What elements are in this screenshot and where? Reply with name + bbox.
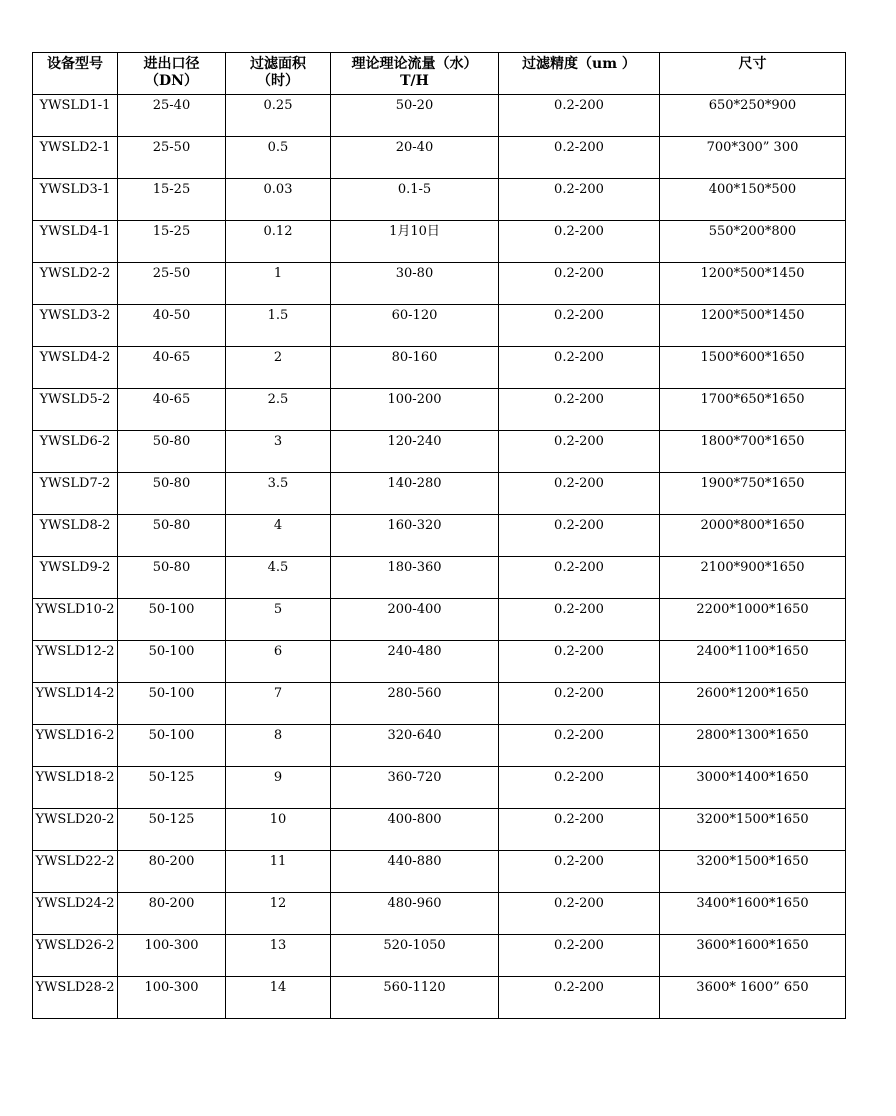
model-cell: YWSLD8-2: [33, 515, 118, 557]
flow-cell: 320-640: [331, 725, 499, 767]
table-row: [33, 641, 846, 683]
model-cell: YWSLD3-2: [33, 305, 118, 347]
dimensions-cell: 3400*1600*1650: [660, 893, 846, 935]
model-cell: YWSLD2-1: [33, 137, 118, 179]
table-row: [33, 305, 846, 347]
diameter-cell: 50-80: [118, 473, 226, 515]
area-cell: 1: [226, 263, 331, 305]
diameter-cell: 80-200: [118, 851, 226, 893]
area-cell: 0.25: [226, 95, 331, 137]
precision-cell: 0.2-200: [499, 767, 660, 809]
model-cell: YWSLD14-2: [33, 683, 118, 725]
diameter-cell: 80-200: [118, 893, 226, 935]
table-row: [33, 977, 846, 1019]
flow-cell: 1月10日: [331, 221, 499, 263]
dimensions-cell: 3200*1500*1650: [660, 809, 846, 851]
area-cell: 1.5: [226, 305, 331, 347]
precision-cell: 0.2-200: [499, 137, 660, 179]
flow-cell: 180-360: [331, 557, 499, 599]
dimensions-cell: 1200*500*1450: [660, 263, 846, 305]
flow-cell: 30-80: [331, 263, 499, 305]
diameter-cell: 50-125: [118, 767, 226, 809]
dimensions-cell: 2600*1200*1650: [660, 683, 846, 725]
table-row: [33, 893, 846, 935]
precision-cell: 0.2-200: [499, 347, 660, 389]
diameter-cell: 50-100: [118, 641, 226, 683]
dimensions-cell: 550*200*800: [660, 221, 846, 263]
area-cell: 9: [226, 767, 331, 809]
table-row: [33, 137, 846, 179]
precision-cell: 0.2-200: [499, 809, 660, 851]
table-body: [33, 95, 846, 1019]
diameter-cell: 50-100: [118, 683, 226, 725]
dimensions-cell: 1200*500*1450: [660, 305, 846, 347]
flow-cell: 50-20: [331, 95, 499, 137]
flow-cell: 560-1120: [331, 977, 499, 1019]
flow-cell: 520-1050: [331, 935, 499, 977]
header-theoretical-flow: 理论理论流量（水） T/H: [331, 53, 499, 95]
table-row: [33, 263, 846, 305]
flow-cell: 20-40: [331, 137, 499, 179]
precision-cell: 0.2-200: [499, 473, 660, 515]
area-cell: 11: [226, 851, 331, 893]
flow-cell: 360-720: [331, 767, 499, 809]
precision-cell: 0.2-200: [499, 95, 660, 137]
header-filter-area: 过滤面积 （时）: [226, 53, 331, 95]
dimensions-cell: 2800*1300*1650: [660, 725, 846, 767]
precision-cell: 0.2-200: [499, 599, 660, 641]
dimensions-cell: 3000*1400*1650: [660, 767, 846, 809]
model-cell: YWSLD2-2: [33, 263, 118, 305]
diameter-cell: 25-50: [118, 137, 226, 179]
flow-cell: 60-120: [331, 305, 499, 347]
model-cell: YWSLD12-2: [33, 641, 118, 683]
diameter-cell: 50-100: [118, 599, 226, 641]
precision-cell: 0.2-200: [499, 893, 660, 935]
diameter-cell: 50-80: [118, 515, 226, 557]
model-cell: YWSLD22-2: [33, 851, 118, 893]
model-cell: YWSLD7-2: [33, 473, 118, 515]
diameter-cell: 40-50: [118, 305, 226, 347]
table-row: [33, 347, 846, 389]
table-row: [33, 221, 846, 263]
table-row: [33, 389, 846, 431]
dimensions-cell: 2100*900*1650: [660, 557, 846, 599]
area-cell: 2: [226, 347, 331, 389]
header-row: [33, 53, 846, 95]
area-cell: 4.5: [226, 557, 331, 599]
flow-cell: 240-480: [331, 641, 499, 683]
area-cell: 0.03: [226, 179, 331, 221]
model-cell: YWSLD16-2: [33, 725, 118, 767]
header-filter-precision: 过滤精度（um ）: [499, 53, 660, 95]
table-row: [33, 515, 846, 557]
precision-cell: 0.2-200: [499, 263, 660, 305]
diameter-cell: 15-25: [118, 221, 226, 263]
table-row: [33, 683, 846, 725]
model-cell: YWSLD10-2: [33, 599, 118, 641]
model-cell: YWSLD4-1: [33, 221, 118, 263]
dimensions-cell: 2200*1000*1650: [660, 599, 846, 641]
model-cell: YWSLD6-2: [33, 431, 118, 473]
area-cell: 12: [226, 893, 331, 935]
flow-cell: 140-280: [331, 473, 499, 515]
table-row: [33, 725, 846, 767]
header-inlet-outlet-diameter: 进出口径 （DN）: [118, 53, 226, 95]
flow-cell: 400-800: [331, 809, 499, 851]
area-cell: 6: [226, 641, 331, 683]
table-row: [33, 179, 846, 221]
table-row: [33, 935, 846, 977]
table-row: [33, 431, 846, 473]
diameter-cell: 40-65: [118, 389, 226, 431]
table-row: [33, 557, 846, 599]
table-row: [33, 851, 846, 893]
model-cell: YWSLD1-1: [33, 95, 118, 137]
precision-cell: 0.2-200: [499, 431, 660, 473]
model-cell: YWSLD28-2: [33, 977, 118, 1019]
dimensions-cell: 3600* 1600” 650: [660, 977, 846, 1019]
precision-cell: 0.2-200: [499, 641, 660, 683]
flow-cell: 160-320: [331, 515, 499, 557]
area-cell: 2.5: [226, 389, 331, 431]
diameter-cell: 25-50: [118, 263, 226, 305]
dimensions-cell: 2400*1100*1650: [660, 641, 846, 683]
header-model: 设备型号: [33, 53, 118, 95]
precision-cell: 0.2-200: [499, 683, 660, 725]
dimensions-cell: 3200*1500*1650: [660, 851, 846, 893]
dimensions-cell: 1700*650*1650: [660, 389, 846, 431]
model-cell: YWSLD18-2: [33, 767, 118, 809]
dimensions-cell: 3600*1600*1650: [660, 935, 846, 977]
flow-cell: 120-240: [331, 431, 499, 473]
precision-cell: 0.2-200: [499, 389, 660, 431]
model-cell: YWSLD26-2: [33, 935, 118, 977]
precision-cell: 0.2-200: [499, 305, 660, 347]
table-header: [33, 53, 846, 95]
diameter-cell: 100-300: [118, 977, 226, 1019]
header-dimensions: 尺寸: [660, 53, 846, 95]
area-cell: 10: [226, 809, 331, 851]
diameter-cell: 50-80: [118, 431, 226, 473]
area-cell: 0.5: [226, 137, 331, 179]
dimensions-cell: 1900*750*1650: [660, 473, 846, 515]
precision-cell: 0.2-200: [499, 557, 660, 599]
flow-cell: 200-400: [331, 599, 499, 641]
flow-cell: 100-200: [331, 389, 499, 431]
area-cell: 7: [226, 683, 331, 725]
precision-cell: 0.2-200: [499, 221, 660, 263]
dimensions-cell: 400*150*500: [660, 179, 846, 221]
area-cell: 3: [226, 431, 331, 473]
area-cell: 8: [226, 725, 331, 767]
area-cell: 14: [226, 977, 331, 1019]
diameter-cell: 25-40: [118, 95, 226, 137]
table-row: [33, 599, 846, 641]
dimensions-cell: 1800*700*1650: [660, 431, 846, 473]
dimensions-cell: 650*250*900: [660, 95, 846, 137]
model-cell: YWSLD4-2: [33, 347, 118, 389]
model-cell: YWSLD9-2: [33, 557, 118, 599]
model-cell: YWSLD24-2: [33, 893, 118, 935]
flow-cell: 80-160: [331, 347, 499, 389]
area-cell: 5: [226, 599, 331, 641]
model-cell: YWSLD5-2: [33, 389, 118, 431]
precision-cell: 0.2-200: [499, 851, 660, 893]
table-row: [33, 473, 846, 515]
table-row: [33, 809, 846, 851]
table-row: [33, 767, 846, 809]
area-cell: 3.5: [226, 473, 331, 515]
precision-cell: 0.2-200: [499, 725, 660, 767]
flow-cell: 480-960: [331, 893, 499, 935]
filter-spec-table: [32, 52, 846, 1019]
precision-cell: 0.2-200: [499, 515, 660, 557]
diameter-cell: 50-100: [118, 725, 226, 767]
dimensions-cell: 1500*600*1650: [660, 347, 846, 389]
model-cell: YWSLD20-2: [33, 809, 118, 851]
diameter-cell: 100-300: [118, 935, 226, 977]
dimensions-cell: 700*300” 300: [660, 137, 846, 179]
diameter-cell: 50-80: [118, 557, 226, 599]
area-cell: 4: [226, 515, 331, 557]
flow-cell: 440-880: [331, 851, 499, 893]
diameter-cell: 40-65: [118, 347, 226, 389]
dimensions-cell: 2000*800*1650: [660, 515, 846, 557]
precision-cell: 0.2-200: [499, 977, 660, 1019]
precision-cell: 0.2-200: [499, 179, 660, 221]
area-cell: 0.12: [226, 221, 331, 263]
area-cell: 13: [226, 935, 331, 977]
precision-cell: 0.2-200: [499, 935, 660, 977]
table-row: [33, 95, 846, 137]
flow-cell: 0.1-5: [331, 179, 499, 221]
flow-cell: 280-560: [331, 683, 499, 725]
model-cell: YWSLD3-1: [33, 179, 118, 221]
diameter-cell: 50-125: [118, 809, 226, 851]
diameter-cell: 15-25: [118, 179, 226, 221]
